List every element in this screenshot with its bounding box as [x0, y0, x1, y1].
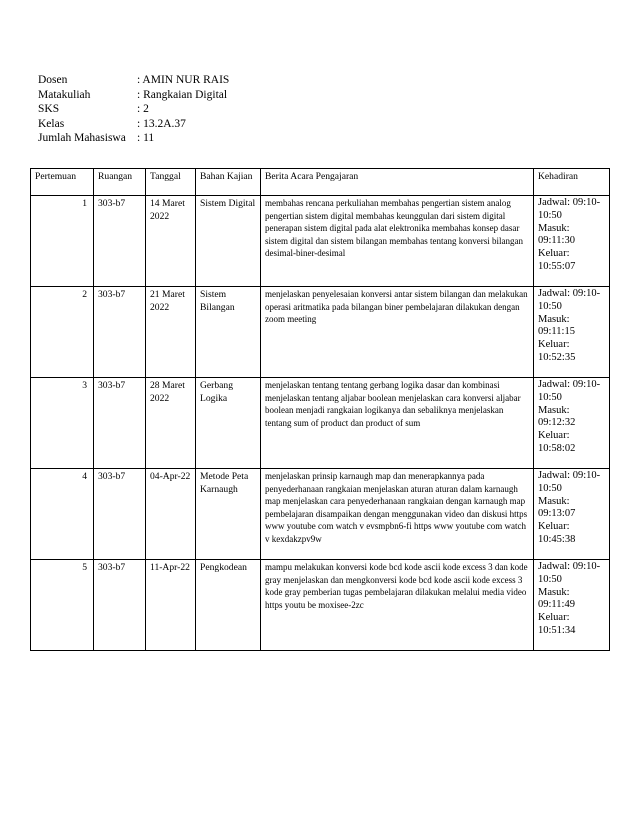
pertemuan-cell: 3	[31, 378, 94, 469]
keluar-text: Keluar: 10:52:35	[538, 339, 576, 363]
kehadiran-cell	[534, 469, 610, 560]
jadwal-text: Jadwal: 09:10-10:50	[538, 288, 601, 312]
col-header-kehadiran: Kehadiran	[534, 169, 610, 196]
col-header-berita-acara: Berita Acara Pengajaran	[261, 169, 534, 196]
kehadiran-cell	[534, 378, 610, 469]
tanggal-cell: 28 Maret 2022	[146, 378, 196, 469]
course-info	[38, 73, 229, 146]
tanggal-cell: 21 Maret 2022	[146, 287, 196, 378]
bahan-kajian-cell: Metode Peta Karnaugh	[196, 469, 261, 560]
tanggal-cell: 04-Apr-22	[146, 469, 196, 560]
matakuliah-row	[38, 88, 229, 103]
kelas-row	[38, 117, 229, 132]
matakuliah-value: : Rangkaian Digital	[137, 88, 228, 101]
dosen-row	[38, 73, 229, 88]
pertemuan-cell: 5	[31, 560, 94, 651]
jadwal-text: Jadwal: 09:10-10:50	[538, 470, 601, 494]
pertemuan-cell: 2	[31, 287, 94, 378]
keluar-text: Keluar: 10:51:34	[538, 612, 576, 636]
bahan-kajian-cell: Gerbang Logika	[196, 378, 261, 469]
col-header-tanggal: Tanggal	[146, 169, 196, 196]
ruangan-cell: 303-b7	[94, 196, 146, 287]
keluar-text: Keluar: 10:55:07	[538, 248, 576, 272]
keluar-text: Keluar: 10:45:38	[538, 521, 576, 545]
bahan-kajian-cell: Sistem Bilangan	[196, 287, 261, 378]
kehadiran-cell	[534, 287, 610, 378]
attendance-table	[30, 168, 610, 651]
table-row	[31, 469, 610, 560]
sks-value: : 2	[137, 103, 149, 115]
masuk-text: Masuk: 09:11:30	[538, 222, 575, 247]
jadwal-text: Jadwal: 09:10-10:50	[538, 197, 601, 221]
ruangan-cell: 303-b7	[94, 469, 146, 560]
ruangan-cell: 303-b7	[94, 560, 146, 651]
col-header-ruangan: Ruangan	[94, 169, 146, 196]
dosen-value: : AMIN NUR RAIS	[137, 74, 230, 86]
col-header-bahan-kajian: Bahan Kajian	[196, 169, 261, 196]
matakuliah-label: Matakuliah	[38, 88, 91, 101]
keluar-text: Keluar: 10:58:02	[538, 430, 576, 454]
masuk-text: Masuk: 09:11:49	[538, 586, 575, 611]
pertemuan-cell: 1	[31, 196, 94, 287]
tanggal-cell: 14 Maret 2022	[146, 196, 196, 287]
masuk-text: Masuk: 09:12:32	[538, 404, 576, 429]
jadwal-text: Jadwal: 09:10-10:50	[538, 561, 601, 585]
berita-acara-cell: mampu melakukan konversi kode bcd kode ascii kode excess 3 dan kode gray menjelaskan dan mengkonversi kode bcd kode ascii kode excess 3 kode gray pemberian tugas pembelajaran dilakukan melalui media video https youtu be moxisee-2zc	[261, 560, 534, 651]
jumlah-label: Jumlah Mahasiswa	[38, 132, 126, 144]
table-row	[31, 287, 610, 378]
table-row	[31, 196, 610, 287]
sks-row	[38, 102, 229, 117]
berita-acara-cell: menjelaskan penyelesaian konversi antar sistem bilangan dan melakukan operasi aritmatika pada bilangan biner pembelajaran dilakukan dengan zoom meeting	[261, 287, 534, 378]
col-header-pertemuan: Pertemuan	[31, 169, 94, 196]
pertemuan-cell: 4	[31, 469, 94, 560]
jumlah-row	[38, 131, 229, 146]
bahan-kajian-cell: Pengkodean	[196, 560, 261, 651]
masuk-text: Masuk: 09:13:07	[538, 495, 576, 520]
table-row	[31, 378, 610, 469]
table-header-row	[31, 169, 610, 196]
berita-acara-cell: menjelaskan tentang tentang gerbang logika dasar dan kombinasi menjelaskan tentang aljabar boolean menjelaskan cara konversi aljabar boolean menjadi rangkaian logikanya dan sebaliknya menjelaskan tentang sum of product dan product of sum	[261, 378, 534, 469]
jadwal-text: Jadwal: 09:10-10:50	[538, 379, 601, 403]
masuk-text: Masuk: 09:11:15	[538, 313, 575, 338]
kehadiran-cell	[534, 196, 610, 287]
kelas-label: Kelas	[38, 117, 65, 130]
berita-acara-cell: menjelaskan prinsip karnaugh map dan menerapkannya pada penyederhanaan rangkaian menjelaskan aturan aturan dalam karnaugh map menjelaskan cara penyederhanaan rangkaian dengan karnaugh map pembelajaran disampaikan dengan menggunakan video dan diskusi https www youtube com watch v evsmpbn6-fi https www youtube com watch v kexdakzpv9w	[261, 469, 534, 560]
bahan-kajian-cell: Sistem Digital	[196, 196, 261, 287]
jumlah-value: : 11	[137, 132, 155, 144]
ruangan-cell: 303-b7	[94, 287, 146, 378]
sks-label: SKS	[38, 103, 60, 115]
berita-acara-cell: membahas rencana perkuliahan membahas pengertian sistem analog pengertian sistem digital membahas keunggulan dari sistem digital penerapan sistem digital pada alat elektronika membahas konsep dasar sistem digital dan sistem bilangan membahas tentang konversi bilangan desimal-biner-desimal	[261, 196, 534, 287]
kehadiran-cell	[534, 560, 610, 651]
tanggal-cell: 11-Apr-22	[146, 560, 196, 651]
dosen-label: Dosen	[38, 74, 68, 86]
table-row	[31, 560, 610, 651]
ruangan-cell: 303-b7	[94, 378, 146, 469]
kelas-value: : 13.2A.37	[137, 117, 186, 130]
